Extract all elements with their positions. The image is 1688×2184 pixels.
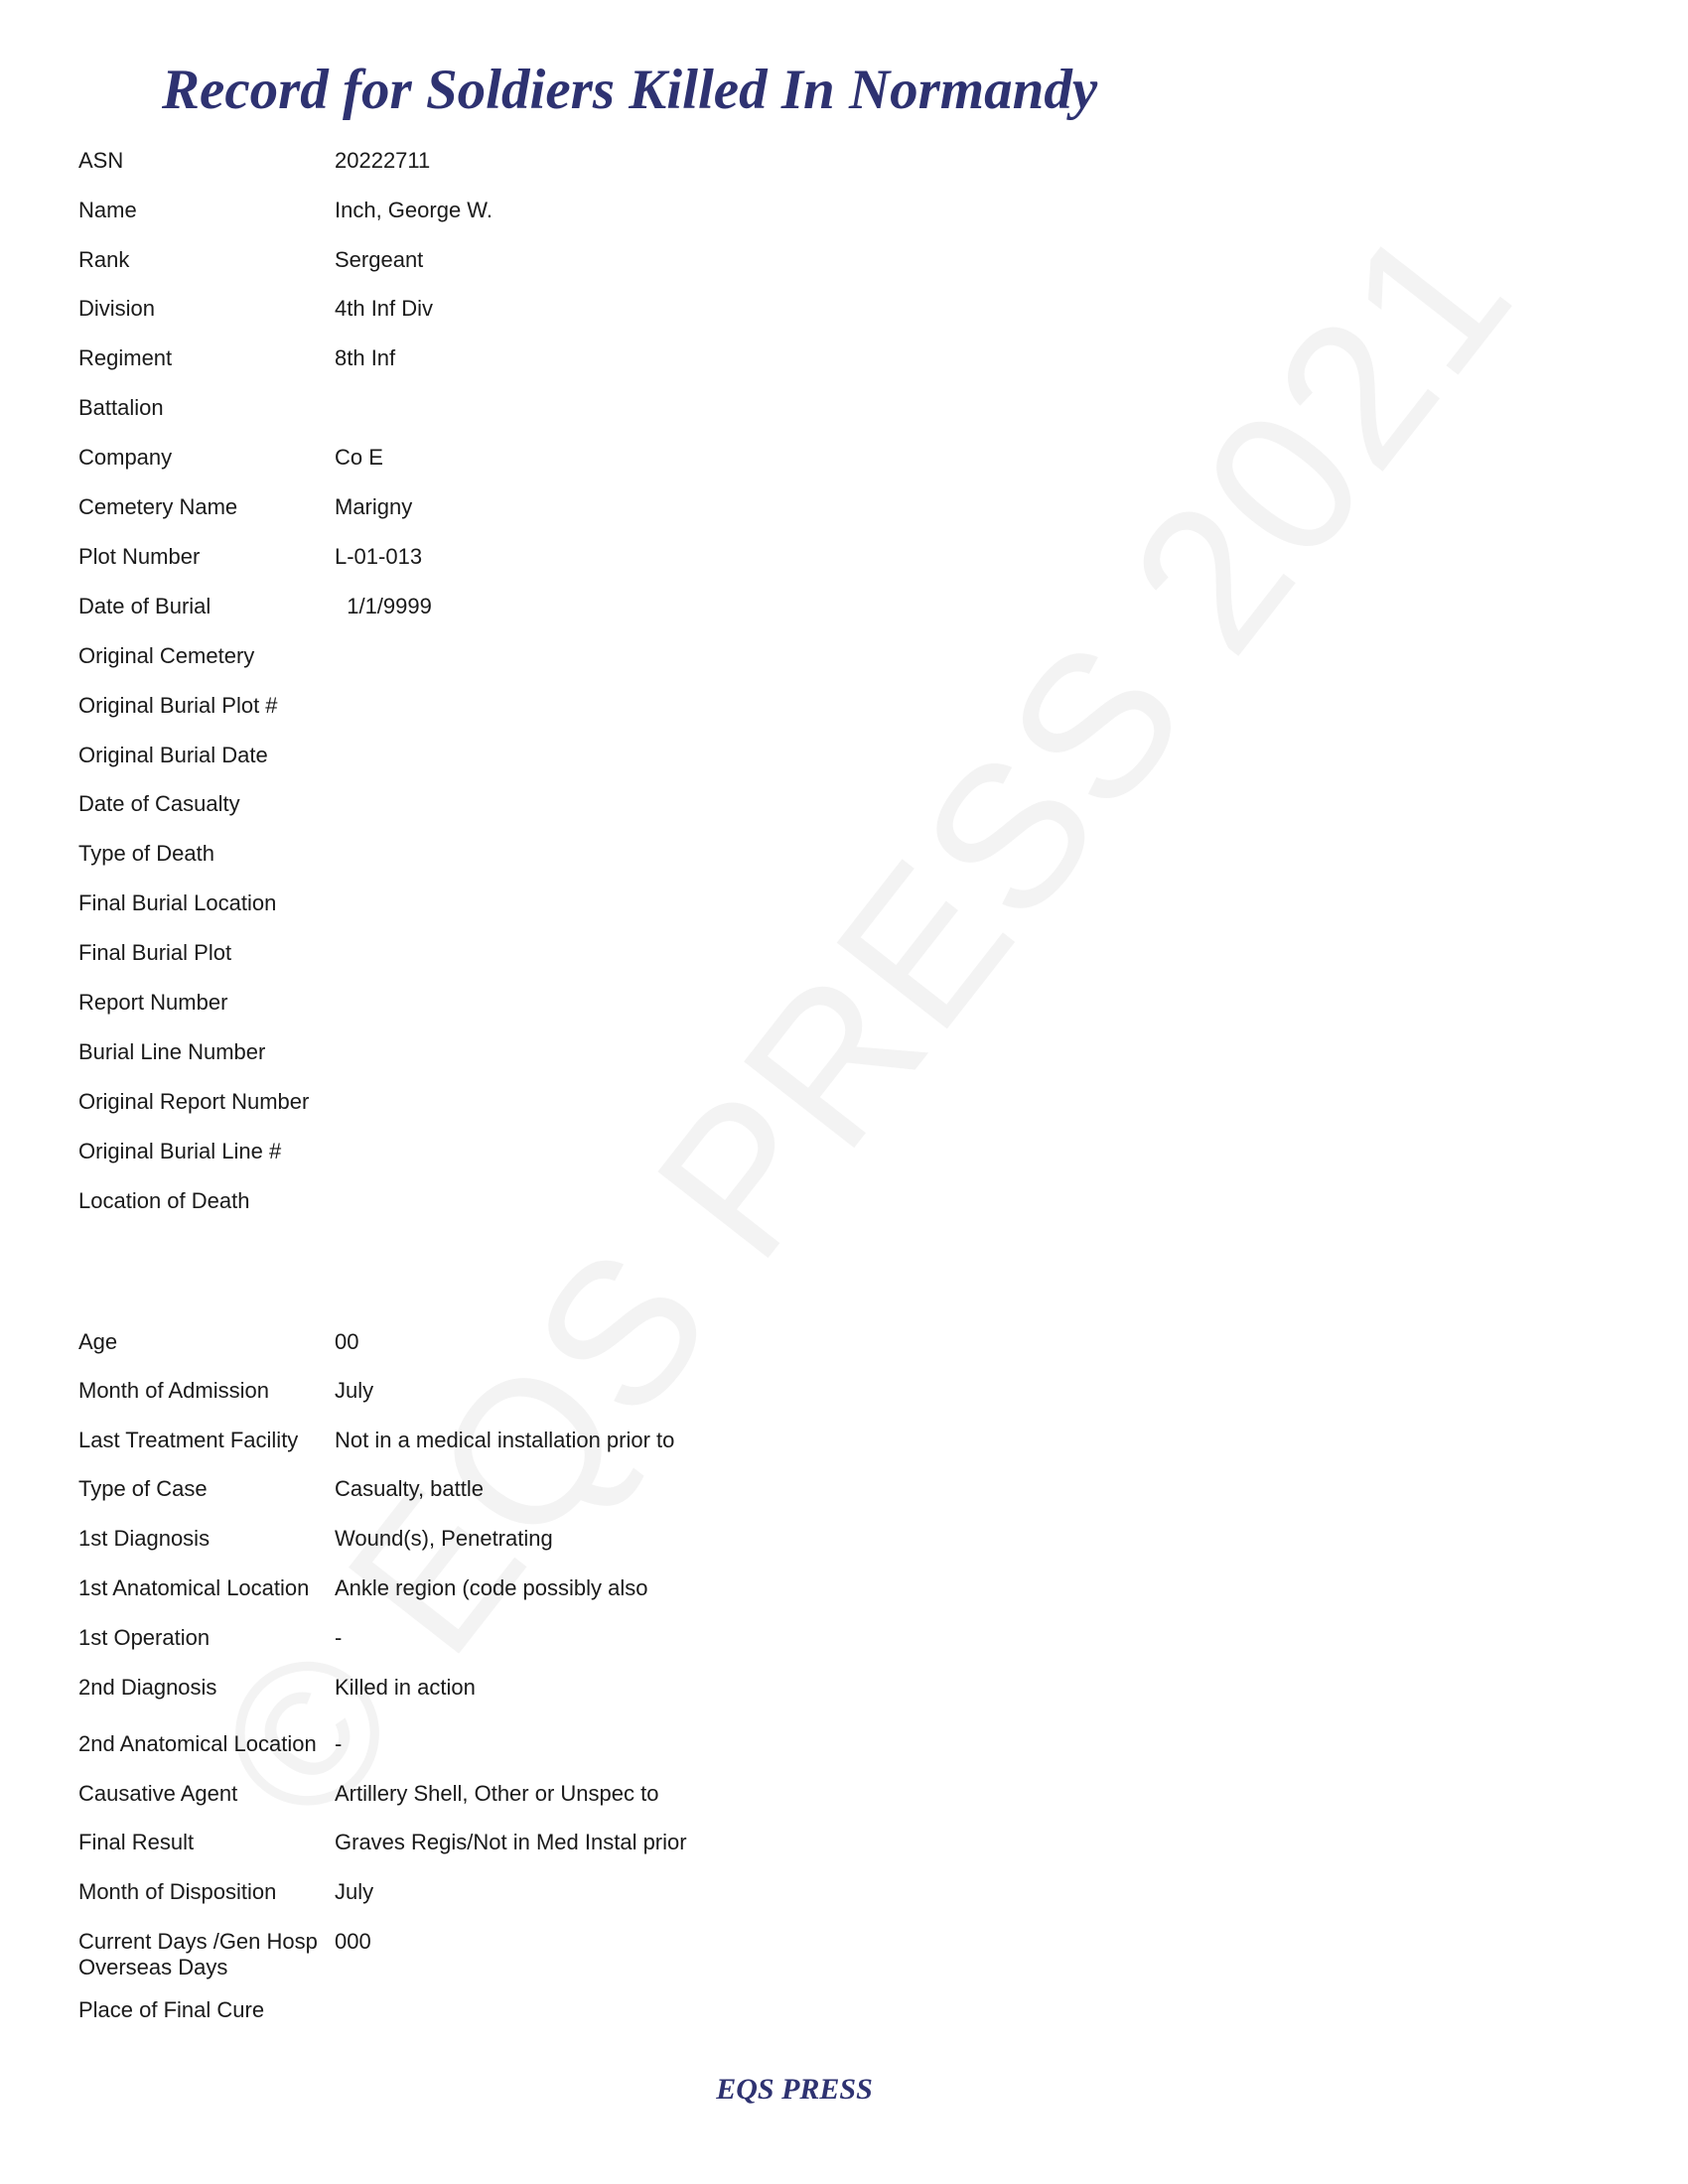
field-label: Type of Death [78, 841, 214, 866]
page-title: Record for Soldiers Killed In Normandy [162, 59, 1098, 121]
field-label: ASN [78, 148, 124, 173]
field-label: Original Burial Plot # [78, 693, 278, 718]
field-value: 8th Inf [335, 345, 396, 370]
field-label: Current Days /Gen Hosp Overseas Days [78, 1929, 318, 1979]
field-label: Date of Burial [78, 594, 211, 618]
field-value: 4th Inf Div [335, 296, 434, 321]
footer-publisher: EQS PRESS [716, 2073, 873, 2106]
field-label: Age [78, 1329, 118, 1354]
field-label: Plot Number [78, 544, 201, 569]
field-label: Battalion [78, 395, 164, 420]
field-value: July [335, 1879, 374, 1904]
field-value: Artillery Shell, Other or Unspec to [335, 1781, 659, 1806]
field-value: - [335, 1625, 343, 1650]
field-label: 2nd Anatomical Location [78, 1731, 317, 1756]
field-value: Ankle region (code possibly also [335, 1575, 648, 1600]
field-value: Wound(s), Penetrating [335, 1526, 553, 1551]
field-label: Rank [78, 247, 130, 272]
field-value: Inch, George W. [335, 198, 492, 222]
field-label: Causative Agent [78, 1781, 238, 1806]
field-label: Original Burial Date [78, 743, 268, 767]
field-label: Burial Line Number [78, 1039, 266, 1064]
field-value: - [335, 1731, 343, 1756]
field-value: Graves Regis/Not in Med Instal prior [335, 1830, 687, 1854]
field-label: Original Burial Line # [78, 1139, 282, 1163]
field-label: Name [78, 198, 137, 222]
field-label: Original Cemetery [78, 643, 255, 668]
field-value: 000 [335, 1929, 371, 1954]
field-label: 2nd Diagnosis [78, 1675, 217, 1700]
field-value: 00 [335, 1329, 359, 1354]
field-label: Cemetery Name [78, 494, 238, 519]
field-label: Month of Disposition [78, 1879, 277, 1904]
field-label: Last Treatment Facility [78, 1428, 299, 1452]
field-label: 1st Diagnosis [78, 1526, 211, 1551]
field-value: Casualty, battle [335, 1476, 485, 1501]
field-label: Company [78, 445, 173, 470]
field-value: Sergeant [335, 247, 424, 272]
field-value: 1/1/9999 [335, 594, 432, 618]
field-value: Marigny [335, 494, 413, 519]
field-label: Place of Final Cure [78, 1997, 265, 2022]
field-value: Co E [335, 445, 383, 470]
field-value: L-01-013 [335, 544, 423, 569]
field-label: Division [78, 296, 156, 321]
field-label: Regiment [78, 345, 173, 370]
field-label: Final Burial Location [78, 890, 277, 915]
field-value: July [335, 1378, 374, 1403]
field-value: 20222711 [335, 148, 431, 173]
field-label: Final Burial Plot [78, 940, 232, 965]
field-label: 1st Anatomical Location [78, 1575, 310, 1600]
watermark [170, 180, 1559, 1865]
field-label: Date of Casualty [78, 791, 240, 816]
field-value: Not in a medical installation prior to [335, 1428, 675, 1452]
field-label: Original Report Number [78, 1089, 310, 1114]
field-label: Month of Admission [78, 1378, 269, 1403]
field-label: 1st Operation [78, 1625, 211, 1650]
field-label: Report Number [78, 990, 228, 1015]
field-value: Killed in action [335, 1675, 476, 1700]
field-label: Final Result [78, 1830, 195, 1854]
field-label: Type of Case [78, 1476, 208, 1501]
field-label: Location of Death [78, 1188, 250, 1213]
